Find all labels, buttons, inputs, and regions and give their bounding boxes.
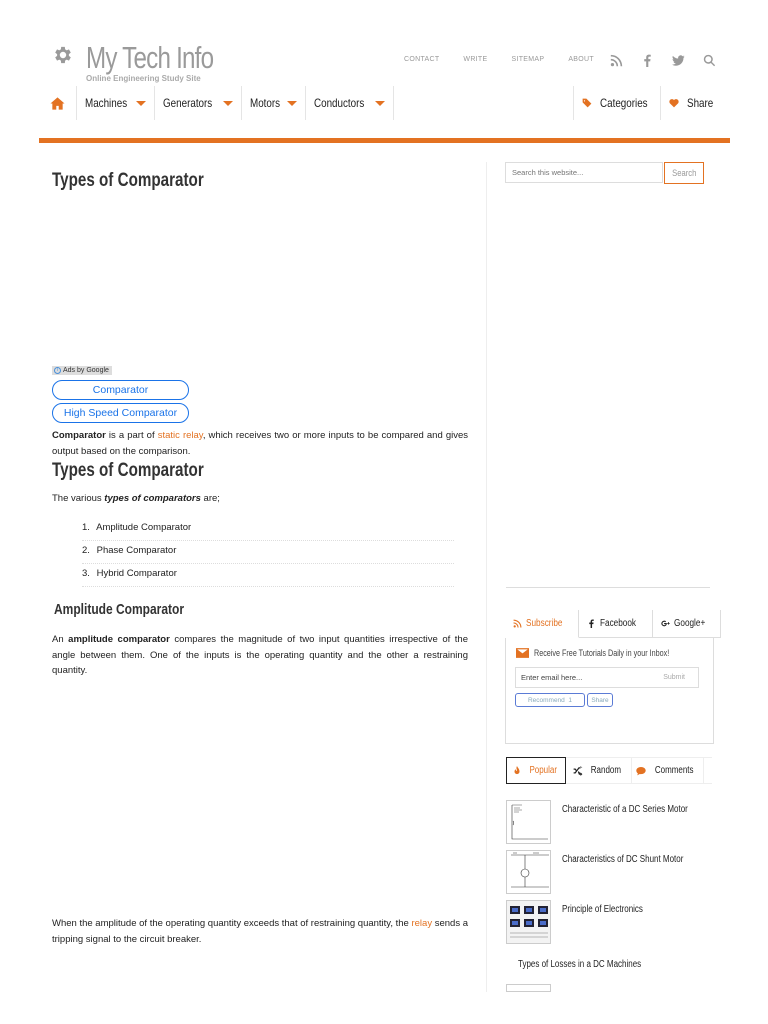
types-intro: [52, 491, 468, 507]
post-thumbnail[interactable]: [506, 800, 551, 844]
site-subtitle: Online Engineering Study Site: [86, 74, 201, 83]
main-navigation: [39, 86, 729, 120]
site-logo[interactable]: [52, 40, 214, 75]
tab-popular-label: Popular: [529, 765, 557, 776]
types-intro-end: are;: [200, 493, 220, 504]
ad-link-high-speed-comparator[interactable]: High Speed Comparator: [52, 403, 189, 423]
ads-label[interactable]: [52, 366, 112, 375]
flame-icon: [512, 766, 522, 776]
google-plus-icon: [661, 619, 670, 628]
shuffle-icon: [573, 766, 583, 776]
list-item-text: Hybrid Comparator: [96, 568, 177, 579]
amplitude-bold: amplitude comparator: [68, 634, 170, 645]
tab-facebook-label: Facebook: [600, 618, 637, 629]
amplitude-paragraph: [52, 632, 468, 679]
list-item-text: Phase Comparator: [96, 545, 177, 556]
tab-google-plus-label: Google+: [674, 618, 706, 629]
nav-share-label: Share: [686, 96, 714, 110]
relay-link[interactable]: relay: [411, 918, 433, 929]
share-label: Share: [591, 696, 609, 704]
post-thumbnail[interactable]: [506, 850, 551, 894]
sidebar-divider: [486, 162, 487, 992]
top-navigation: [404, 56, 618, 63]
post-thumbnail[interactable]: [506, 984, 551, 992]
nav-machines[interactable]: [77, 86, 155, 120]
post-title[interactable]: Types of Losses in a DC Machines: [518, 959, 642, 970]
recommend-button[interactable]: [515, 693, 585, 707]
intro-text: is a part of: [105, 430, 158, 441]
heart-icon: [669, 98, 679, 108]
nav-right-group: [573, 86, 721, 120]
nav-conductors[interactable]: [306, 86, 394, 120]
amplitude-text-end: compares the magnitude of two input quantities irrespective of the angle between them. One of the inputs is the operating quantity and the other a restraining quantity.: [52, 634, 468, 676]
intro-paragraph: [52, 428, 468, 459]
nav-categories[interactable]: [573, 86, 660, 120]
amplitude-text-start: An: [52, 634, 69, 645]
intro-text-end: , which receives two or more inputs to be compared and gives output based on the comparison.: [52, 430, 468, 457]
list-item-text: Amplitude Comparator: [96, 522, 192, 533]
page-title: Types of Comparator: [52, 170, 204, 191]
info-icon: i: [54, 367, 61, 374]
intro-bold: Comparator: [52, 430, 106, 441]
search-button[interactable]: [664, 162, 704, 184]
posts-tabs: [506, 757, 712, 784]
submit-button[interactable]: Submit: [663, 674, 685, 681]
tripping-text-start: When the amplitude of the operating quantity exceeds that of restraining quantity, the: [52, 918, 412, 929]
tab-popular[interactable]: [506, 757, 566, 784]
rss-icon[interactable]: [610, 54, 623, 67]
nav-generators[interactable]: [155, 86, 242, 120]
nav-generators-label: Generators: [163, 96, 213, 110]
tab-random[interactable]: [566, 757, 632, 784]
types-intro-emphasis: types of comparators: [104, 493, 201, 504]
post-item[interactable]: [506, 900, 643, 944]
home-button[interactable]: [39, 86, 77, 120]
receive-tutorials: [516, 648, 703, 658]
site-title[interactable]: My Tech Info: [86, 40, 214, 75]
top-icons: [610, 54, 716, 67]
list-item: [82, 518, 454, 541]
search-input[interactable]: [505, 162, 663, 183]
comparator-types-list: [82, 518, 454, 587]
list-item: [82, 541, 454, 564]
nav-share[interactable]: [660, 86, 721, 120]
tab-subscribe[interactable]: [505, 610, 579, 638]
nav-conductors-label: Conductors: [314, 96, 365, 110]
static-relay-link[interactable]: static relay: [157, 430, 203, 441]
email-field[interactable]: [515, 667, 699, 688]
facebook-icon: [587, 619, 596, 628]
home-icon: [50, 96, 65, 111]
email-placeholder: Enter email here...: [521, 673, 583, 682]
tag-icon: [582, 98, 592, 108]
post-title[interactable]: Characteristic of a DC Series Motor: [562, 804, 688, 815]
caret-down-icon: [375, 101, 385, 106]
list-number: 3.: [82, 568, 90, 579]
ads-label-text: Ads by Google: [63, 367, 109, 374]
list-item: [82, 564, 454, 587]
caret-down-icon: [136, 101, 146, 106]
post-title[interactable]: Characteristics of DC Shunt Motor: [562, 854, 684, 865]
post-item[interactable]: [506, 850, 684, 894]
top-nav-write[interactable]: WRITE: [463, 56, 488, 63]
post-thumbnail[interactable]: [506, 900, 551, 944]
tab-google-plus[interactable]: [653, 610, 721, 638]
list-number: 1.: [82, 522, 90, 533]
top-nav-sitemap[interactable]: SITEMAP: [511, 56, 545, 63]
post-title[interactable]: Principle of Electronics: [562, 904, 643, 915]
recommend-count: 1: [568, 696, 573, 704]
header-divider: [39, 138, 730, 143]
tripping-text-end: sends a tripping signal to the circuit breaker.: [52, 918, 468, 945]
post-item[interactable]: [506, 984, 551, 992]
nav-motors-label: Motors: [250, 96, 281, 110]
twitter-icon[interactable]: [672, 54, 685, 67]
section-heading-types: Types of Comparator: [52, 460, 204, 481]
caret-down-icon: [223, 101, 233, 106]
recommend-row: [515, 693, 613, 707]
envelope-icon: [516, 648, 529, 658]
post-item[interactable]: [506, 800, 688, 844]
tab-more[interactable]: [704, 757, 712, 784]
comment-icon: [636, 766, 646, 776]
top-nav-about[interactable]: ABOUT: [568, 56, 594, 63]
nav-motors[interactable]: [242, 86, 306, 120]
top-nav-contact[interactable]: CONTACT: [404, 56, 440, 63]
nav-categories-label: Categories: [599, 96, 648, 110]
share-button[interactable]: [587, 693, 613, 707]
search-button-label: Search: [671, 168, 697, 178]
tab-comments[interactable]: [632, 757, 704, 784]
search-icon[interactable]: [703, 54, 716, 67]
nav-machines-label: Machines: [85, 96, 128, 110]
tab-comments-label: Comments: [655, 765, 694, 776]
ad-link-comparator[interactable]: Comparator: [52, 380, 189, 400]
rss-icon: [513, 619, 522, 628]
facebook-icon[interactable]: [641, 54, 654, 67]
list-number: 2.: [82, 545, 90, 556]
tab-facebook[interactable]: [579, 610, 653, 638]
tab-subscribe-label: Subscribe: [526, 618, 563, 629]
sidebar-rule: [506, 587, 710, 588]
gear-icon: [52, 44, 74, 66]
types-intro-start: The various: [52, 493, 105, 504]
caret-down-icon: [287, 101, 297, 106]
subscribe-tabs: [505, 610, 721, 638]
recommend-label: Recommend: [527, 696, 565, 704]
tab-random-label: Random: [590, 765, 621, 776]
receive-tutorials-text: Receive Free Tutorials Daily in your Inbox!: [534, 648, 670, 658]
section-heading-amplitude: Amplitude Comparator: [54, 601, 185, 618]
tripping-paragraph: [52, 916, 468, 947]
